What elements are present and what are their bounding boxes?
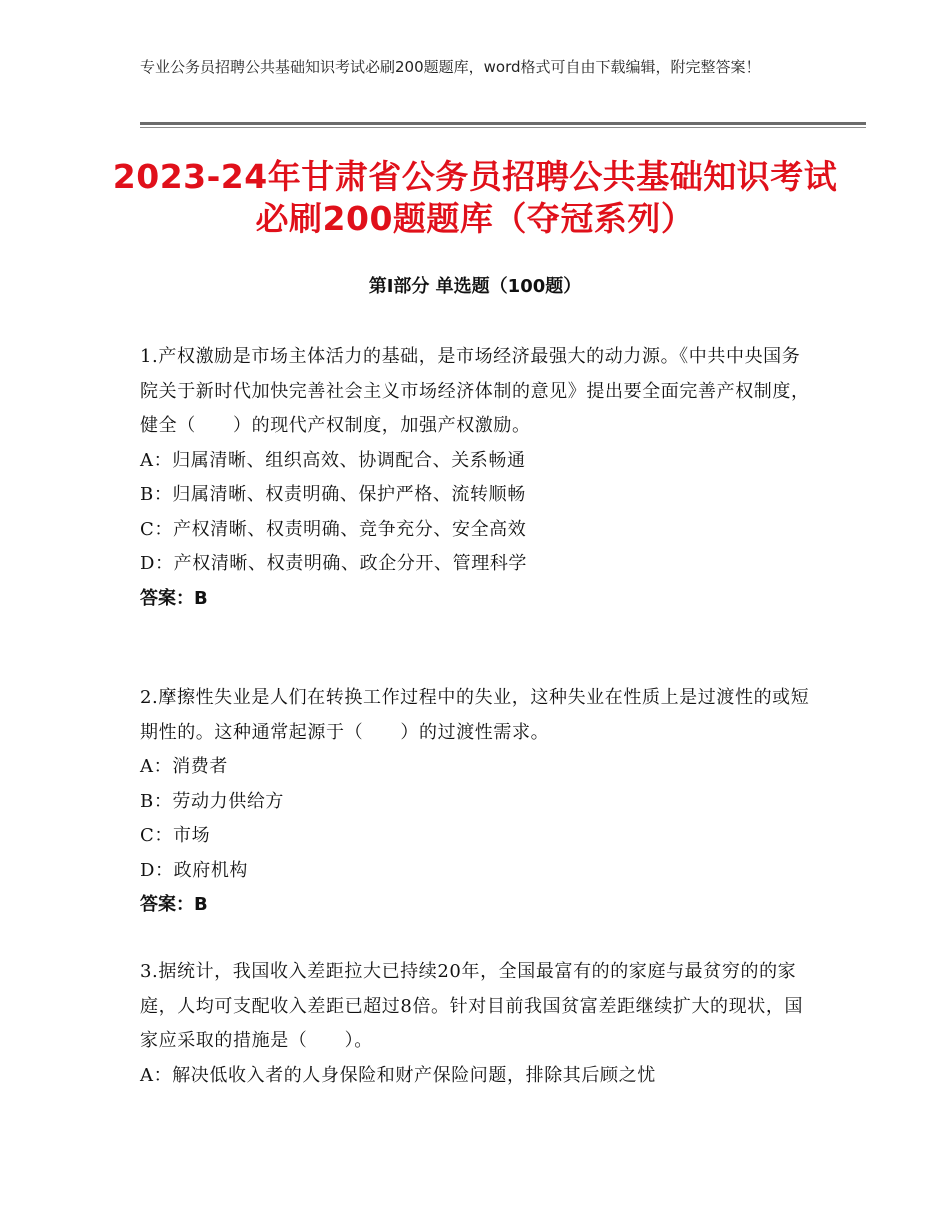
option-c: C：市场	[140, 825, 211, 846]
option-a: A：解决低收入者的人身保险和财产保险问题，排除其后顾之忧	[140, 1064, 656, 1086]
answer: 答案：B	[140, 587, 208, 609]
question-stem: 1.产权激励是市场主体活力的基础，是市场经济最强大的动力源。《中共中央国务院关于新时代加快完善社会主义市场经济体制的意见》提出要全面完善产权制度，健全（ ）的现代产权制度，加强产权激励。	[140, 346, 810, 436]
question-stem: 3.据统计，我国收入差距拉大已持续20年，全国最富有的的家庭与最贫穷的的家庭，人均可支配收入差距已超过8倍。针对目前我国贫富差距继续扩大的现状，国家应采取的措施是（ ）。	[140, 961, 804, 1051]
section-title: 第Ⅰ部分 单选题（100题）	[368, 276, 582, 297]
header-divider-thin	[140, 127, 866, 128]
option-b: B：归属清晰、权责明确、保护严格、流转顺畅	[140, 484, 526, 505]
option-d: D：产权清晰、权责明确、政企分开、管理科学	[140, 553, 528, 574]
question-stem: 2.摩擦性失业是人们在转换工作过程中的失业，这种失业在性质上是过渡性的或短期性的。这种通常起源于（ ）的过渡性需求。	[140, 687, 810, 743]
answer: 答案：B	[140, 894, 208, 915]
option-a: A：归属清晰、组织高效、协调配合、关系畅通	[140, 449, 526, 471]
option-c: C：产权清晰、权责明确、竞争充分、安全高效	[140, 518, 527, 540]
option-a: A：消费者	[140, 756, 228, 777]
question-2	[140, 681, 810, 923]
document-title: 2023-24年甘肃省公务员招聘公共基础知识考试必刷200题题库（夺冠系列）	[112, 157, 838, 238]
option-b: B：劳动力供给方	[140, 790, 285, 812]
question-3	[140, 955, 810, 1093]
header-note: 专业公务员招聘公共基础知识考试必刷200题题库，word格式可自由下载编辑，附完整答案！	[140, 58, 761, 76]
question-1	[140, 340, 810, 616]
header-divider-thick	[140, 122, 866, 125]
option-d: D：政府机构	[140, 859, 249, 881]
